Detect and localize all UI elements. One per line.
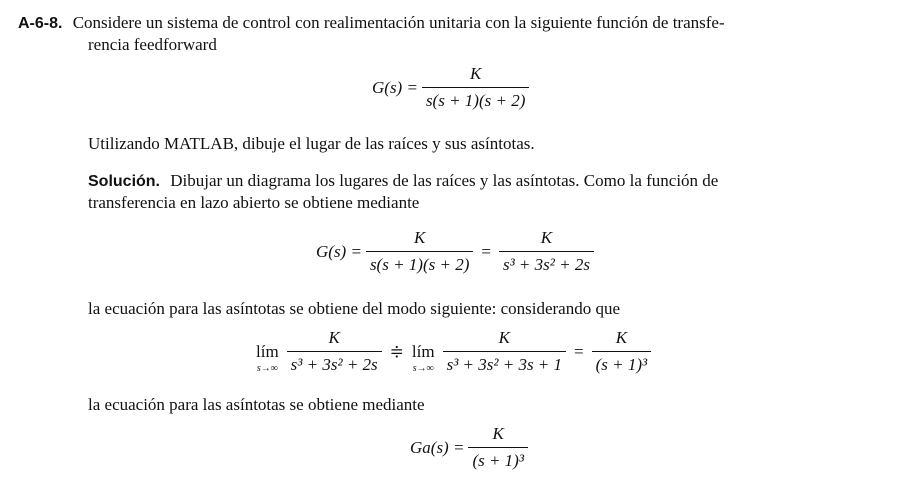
eq2-fraction-1 xyxy=(366,228,473,275)
solution-text-line2: transferencia en lazo abierto se obtiene mediante xyxy=(88,193,420,212)
eq3-fraction-1 xyxy=(287,328,382,375)
problem-label: A-6-8. xyxy=(18,15,63,32)
eq3-fraction-2 xyxy=(443,328,566,375)
eq2-denominator-2: s³ + 3s² + 2s xyxy=(499,251,594,275)
problem-text-line2: rencia feedforward xyxy=(88,35,217,54)
eq3-denominator-3: (s + 1)³ xyxy=(592,351,652,375)
limit-1-subscript: s→∞ xyxy=(256,362,278,374)
eq3-denominator-2: s³ + 3s² + 3s + 1 xyxy=(443,351,566,375)
eq2-denominator-1: s(s + 1)(s + 2) xyxy=(366,251,473,275)
limit-equation xyxy=(252,328,655,375)
eq1-fraction xyxy=(422,64,529,111)
asymptote-equation-text: la ecuación para las asíntotas se obtiene mediante xyxy=(88,395,425,414)
asymptote-equation xyxy=(410,424,532,471)
eq1-numerator: K xyxy=(469,64,482,83)
solution-text-line1: Dibujar un diagrama los lugares de las raíces y las asíntotas. Como la función de xyxy=(170,171,719,190)
eq4-denominator: (s + 1)³ xyxy=(468,447,528,471)
problem-statement xyxy=(18,12,898,35)
instruction-text: Utilizando MATLAB, dibuje el lugar de las raíces y sus asíntotas. xyxy=(88,134,535,153)
eq1-denominator: s(s + 1)(s + 2) xyxy=(422,87,529,111)
eq4-lhs: Ga(s) = xyxy=(410,437,465,457)
eq2-equals: = xyxy=(481,241,491,261)
eq3-numerator-2: K xyxy=(498,328,510,347)
eq2-lhs: G(s) = xyxy=(316,241,362,261)
solution-paragraph xyxy=(88,170,888,193)
eq4-fraction xyxy=(468,424,528,471)
limit-2-subscript: s→∞ xyxy=(412,362,434,374)
problem-text-line1: Considere un sistema de control con realimentación unitaria con la siguiente función de transfe- xyxy=(72,13,725,32)
eq3-fraction-3 xyxy=(592,328,652,375)
eq3-equals: = xyxy=(574,341,584,361)
limit-2 xyxy=(412,342,435,374)
eq3-denominator-1: s³ + 3s² + 2s xyxy=(287,351,382,375)
eq2-numerator-1: K xyxy=(413,228,426,247)
limit-1 xyxy=(256,342,279,374)
eq3-numerator-1: K xyxy=(328,328,340,347)
eq4-numerator: K xyxy=(492,424,504,443)
asymptote-intro-text: la ecuación para las asíntotas se obtiene del modo siguiente: considerando que xyxy=(88,299,621,318)
eq1-lhs: G(s) = xyxy=(372,77,418,97)
eq2-numerator-2: K xyxy=(540,228,553,247)
limit-1-text: lím xyxy=(256,341,279,361)
eq3-approx-operator: ≑ xyxy=(389,341,404,361)
solution-label: Solución. xyxy=(88,173,160,190)
limit-2-text: lím xyxy=(411,341,435,361)
eq2-fraction-2 xyxy=(499,228,594,275)
eq3-numerator-3: K xyxy=(615,328,628,347)
open-loop-equation xyxy=(316,228,598,275)
transfer-function-equation xyxy=(372,64,533,111)
